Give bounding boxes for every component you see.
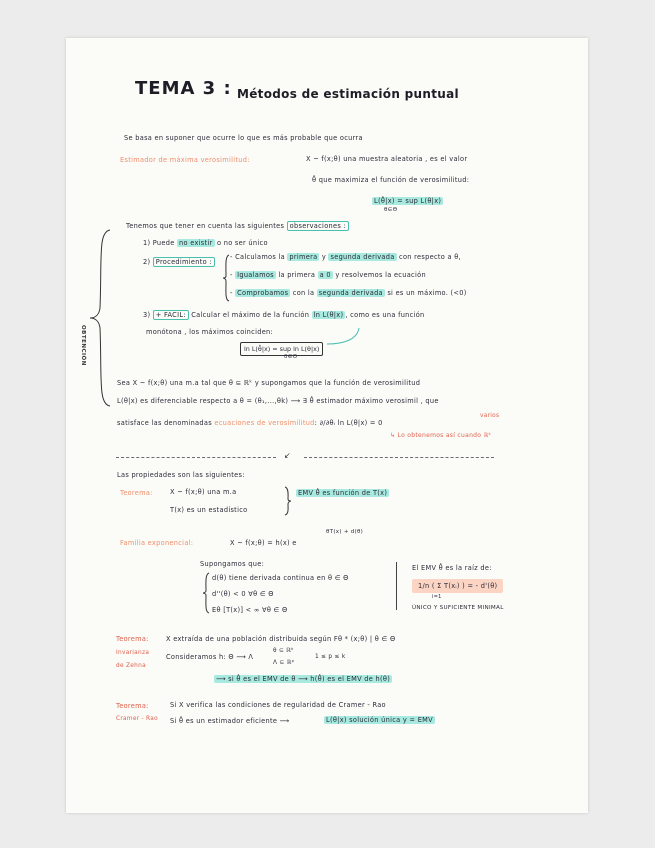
procedure-step-1: - Calculamos la primera y segunda derivada con respecto a θ, bbox=[230, 253, 461, 261]
intro-line: Se basa en suponer que ocurre lo que es más probable que ocurra bbox=[124, 134, 363, 142]
emv-root-sum-index: i=1 bbox=[432, 594, 442, 600]
familia-label: Familia exponencial: bbox=[120, 539, 194, 547]
emv-root-label: El EMV θ̂ es la raíz de: bbox=[412, 564, 492, 572]
emv-text-1: X ~ f(x;θ) una muestra aleatoria , es el valor bbox=[306, 155, 468, 163]
teorema-2-sub-2: de Zehna bbox=[116, 663, 146, 669]
teorema-3-sub: Cramer - Rao bbox=[116, 716, 158, 722]
obs-1: 1) Puede no existir o no ser único bbox=[143, 239, 268, 247]
obs-3: 3) + FACIL: Calcular el máximo de la función ln L(θ|x) , como es una función bbox=[143, 311, 425, 319]
deriv-line-2: L(θ|x) es diferenciable respecto a θ = (θ₁,...,θk) ⟶ ∃ θ̂ estimador máximo verosimil , que bbox=[117, 397, 439, 405]
teorema-3-line-2: Si θ̂ es un estimador eficiente ⟶ bbox=[170, 717, 290, 725]
props-lead: Las propiedades son las siguientes: bbox=[117, 471, 245, 479]
teorema-3-result: L(θ|x) solución única y = EMV bbox=[326, 716, 433, 724]
log-likelihood-box: ln L(θ̂|x) = sup ln L(θ|x) bbox=[240, 342, 323, 356]
log-likelihood-box-sub: θ∈Θ bbox=[284, 354, 298, 360]
emv-label: Estimador de máxima verosimilitud: bbox=[120, 156, 250, 164]
emv-text-2: θ̂ que maximiza el función de verosimilitud: bbox=[312, 176, 470, 184]
teorema-1-line-1: X ~ f(x;θ) una m.a bbox=[170, 488, 237, 496]
teorema-3-line-1: Si X verifica las condiciones de regularidad de Cramer - Rao bbox=[170, 701, 386, 709]
divider-right bbox=[304, 457, 494, 458]
procedure-brace bbox=[222, 254, 230, 302]
familia-exponent: θT(x) + d(θ) bbox=[326, 529, 364, 535]
obs-lead: Tenemos que tener en cuenta las siguientes observaciones : bbox=[126, 223, 349, 230]
teorema-2-cond-1: θ ⊆ ℝᵏ bbox=[273, 648, 294, 654]
emv-bracket bbox=[392, 562, 397, 610]
arrow-to-box bbox=[323, 326, 363, 348]
teorema-2-line-2: Consideramos h: Θ ⟶ Λ bbox=[166, 653, 254, 661]
teorema-2-cond-3: 1 ≤ p ≤ k bbox=[315, 654, 346, 660]
page-title: TEMA 3 : bbox=[135, 78, 232, 99]
emv-root-formula: 1/n ( Σ T(xᵢ) ) = - d'(θ) bbox=[412, 583, 503, 590]
teorema-1-line-2: T(x) es un estadístico bbox=[170, 506, 248, 514]
supongamos-brace bbox=[202, 572, 210, 614]
emv-formula: L(θ̂|x) = sup L(θ|x) bbox=[374, 197, 442, 205]
familia-text: X ~ f(x;θ) = h(x) e bbox=[230, 539, 297, 547]
unico-label: ÚNICO Y SUFICIENTE MINIMAL bbox=[412, 605, 504, 611]
deriv-line-3: satisface las denominadas ecuaciones de verosimilitud: ∂/∂θᵢ ln L(θ|x) = 0 bbox=[117, 419, 383, 427]
condition-2: d''(θ) < 0 ∀θ ∈ Θ bbox=[212, 590, 274, 598]
teorema-1-result: EMV θ̂ es función de T(x) bbox=[298, 489, 388, 497]
varios-note: varios bbox=[480, 413, 500, 419]
teorema-2-sub-1: Invarianza bbox=[116, 650, 150, 656]
obtencion-label: OBTENCIÓN bbox=[80, 325, 86, 366]
ecuaciones-note: ↳ Lo obtenemos así cuando ℝᵏ bbox=[390, 432, 492, 439]
teorema-2-cond-2: Λ ⊆ ℝᵖ bbox=[273, 660, 295, 666]
teorema-2-label: Teorema: bbox=[116, 635, 149, 643]
obs-2: 2) Procedimiento : bbox=[143, 259, 215, 266]
divider-left bbox=[116, 457, 276, 458]
teorema-1-label: Teorema: bbox=[120, 489, 153, 497]
procedure-step-3: - Comprobamos con la segunda derivada si es un máximo. (<0) bbox=[230, 289, 467, 297]
condition-1: d(θ) tiene derivada continua en θ ∈ Θ bbox=[212, 574, 349, 582]
page-subtitle: Métodos de estimación puntual bbox=[237, 87, 459, 101]
obs-3-line-2: monótona , los máximos coinciden: bbox=[146, 328, 274, 336]
divider-mark: ↙ bbox=[284, 451, 292, 460]
teorema-1-brace bbox=[284, 486, 292, 516]
teorema-3-label: Teorema: bbox=[116, 702, 149, 710]
deriv-line-1: Sea X ~ f(x;θ) una m.a tal que θ ⊆ ℝᵏ y supongamos que la función de verosimilitud bbox=[117, 379, 421, 387]
supongamos: Supongamos que: bbox=[200, 560, 265, 568]
teorema-2-result: ⟶ si θ̂ es el EMV de θ ⟶ h(θ̂) es el EMV de h(θ) bbox=[216, 675, 391, 683]
condition-3: Eθ [T(x)] < ∞ ∀θ ∈ Θ bbox=[212, 606, 288, 614]
emv-formula-sub: θ∈Θ bbox=[384, 207, 398, 213]
teorema-2-line-1: X extraída de una población distribuida según Fθ * (x;θ) | θ ∈ Θ bbox=[166, 635, 396, 643]
obtencion-brace bbox=[88, 228, 118, 408]
procedure-step-2: - Igualamos la primera a 0 y resolvemos la ecuación bbox=[230, 271, 426, 279]
